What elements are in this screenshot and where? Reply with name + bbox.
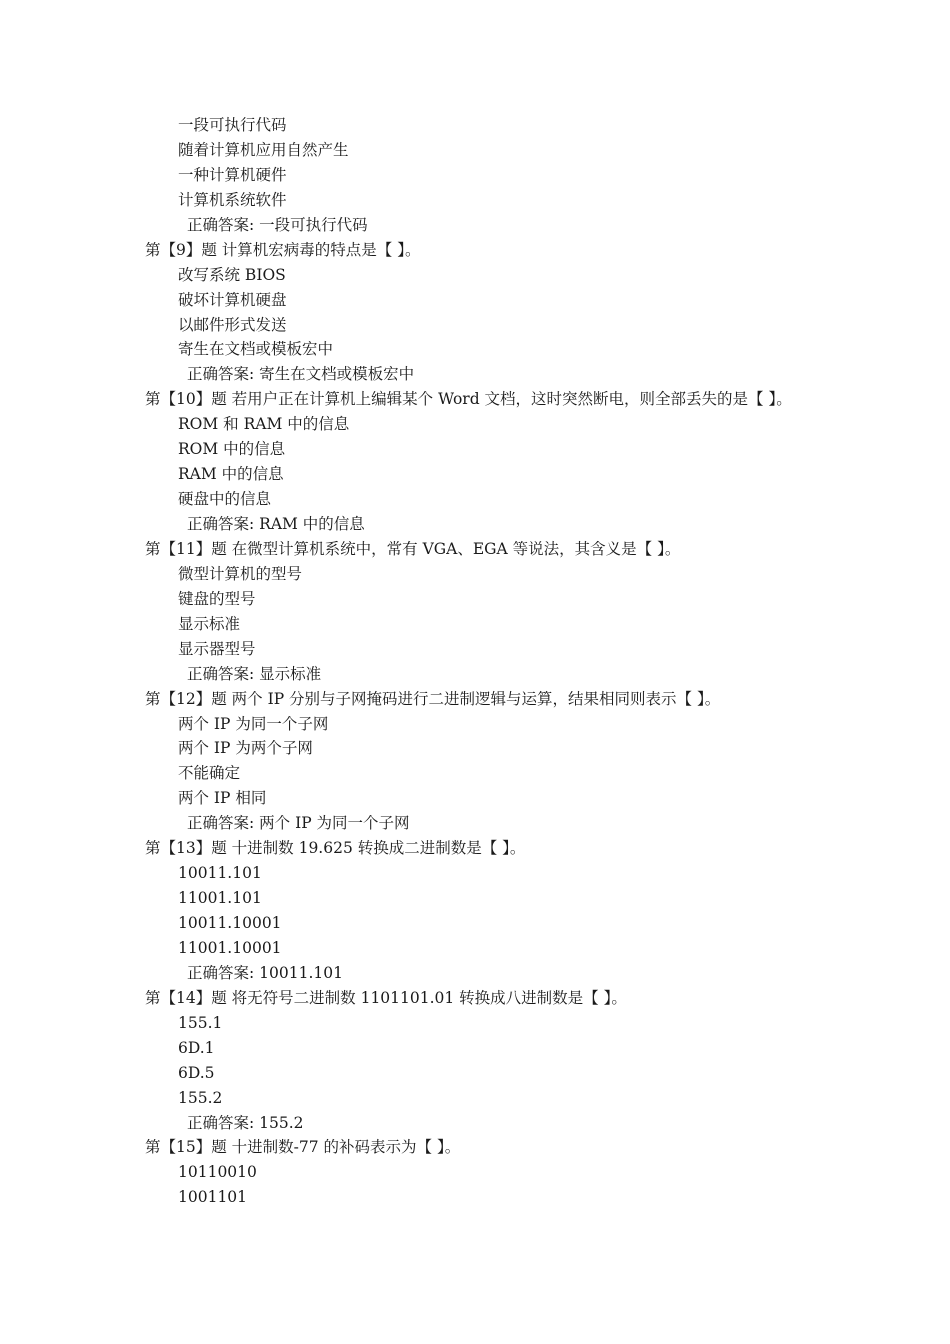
question-line: 第【13】题 十进制数 19.625 转换成二进制数是【 】。	[145, 839, 526, 858]
option-line: 10110010	[178, 1163, 257, 1182]
option-line: 11001.10001	[178, 938, 282, 957]
option-line: 1001101	[178, 1188, 248, 1207]
option-line: ROM 和 RAM 中的信息	[178, 415, 350, 434]
option-line: 硬盘中的信息	[178, 490, 272, 509]
option-line: 6D.1	[178, 1038, 215, 1057]
option-line: 破坏计算机硬盘	[178, 290, 287, 309]
option-line: 10011.101	[178, 864, 262, 883]
option-line: 随着计算机应用自然产生	[178, 140, 349, 159]
answer-line: 正确答案: 一段可执行代码	[187, 215, 368, 234]
option-line: 155.2	[178, 1088, 223, 1107]
option-line: 改写系统 BIOS	[178, 265, 286, 284]
option-line: 计算机系统软件	[178, 190, 287, 209]
answer-line: 正确答案: 寄生在文档或模板宏中	[187, 365, 415, 384]
option-line: 一种计算机硬件	[178, 165, 287, 184]
question-line: 第【12】题 两个 IP 分别与子网掩码进行二进制逻辑与运算，结果相同则表示【 】。	[145, 689, 721, 708]
option-line: 以邮件形式发送	[178, 315, 287, 334]
answer-line: 正确答案: RAM 中的信息	[187, 515, 365, 533]
option-line: 显示器型号	[178, 639, 256, 658]
option-line: 寄生在文档或模板宏中	[178, 340, 334, 359]
option-line: RAM 中的信息	[178, 465, 284, 484]
document-page	[0, 113, 950, 1210]
answer-line: 正确答案: 155.2	[187, 1113, 304, 1132]
option-line: 10011.10001	[178, 914, 282, 932]
question-line: 第【10】题 若用户正在计算机上编辑某个 Word 文档，这时突然断电，则全部丢失的是【 】。	[145, 390, 792, 409]
option-line: 两个 IP 相同	[178, 789, 267, 808]
question-line: 第【11】题 在微型计算机系统中，常有 VGA、EGA 等说法，其含义是【 】。	[145, 539, 681, 558]
answer-line: 正确答案: 10011.101	[187, 963, 343, 982]
question-line: 第【15】题 十进制数-77 的补码表示为【 】。	[145, 1138, 461, 1157]
option-line: 一段可执行代码	[178, 116, 287, 134]
answer-line: 正确答案: 两个 IP 为同一个子网	[187, 814, 410, 833]
option-line: 微型计算机的型号	[178, 564, 303, 583]
option-line: 155.1	[178, 1013, 223, 1032]
option-line: 两个 IP 为同一个子网	[178, 714, 329, 733]
option-line: ROM 中的信息	[178, 440, 286, 459]
option-line: 不能确定	[178, 764, 241, 783]
option-line: 键盘的型号	[178, 589, 256, 608]
option-line: 两个 IP 为两个子网	[178, 739, 313, 758]
option-line: 6D.5	[178, 1063, 215, 1082]
question-line: 第【9】题 计算机宏病毒的特点是【 】。	[145, 240, 421, 259]
option-line: 11001.101	[178, 889, 262, 908]
answer-line: 正确答案: 显示标准	[187, 664, 322, 683]
question-line: 第【14】题 将无符号二进制数 1101101.01 转换成八进制数是【 】。	[145, 988, 627, 1007]
option-line: 显示标准	[178, 614, 241, 633]
